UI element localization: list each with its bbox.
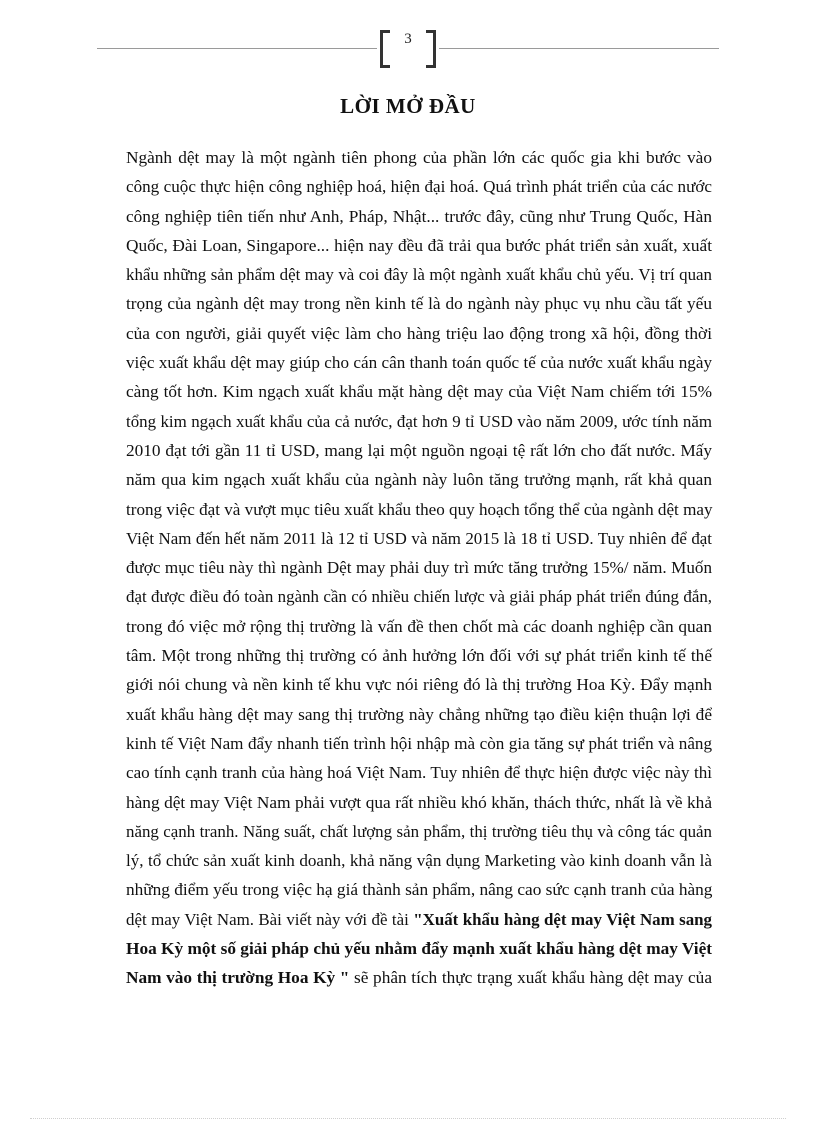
paragraph-line: năm qua kim ngạch xuất khẩu của ngành này luôn tăng trưởng mạnh, rất khả quan [126, 470, 712, 490]
paragraph-line: việc xuất khẩu dệt may giúp cho cán cân thanh toán quốc tế của nước xuất khẩu ngày [126, 353, 712, 373]
paragraph-line: Việt Nam đến hết năm 2011 là 12 tỉ USD và năm 2015 là 18 tỉ USD. Tuy nhiên để đạt [126, 528, 712, 548]
paragraph-line: xuất khẩu hàng dệt may sang thị trường này chẳng những tạo điều kiện thuận lợi để [126, 704, 712, 724]
paragraph-line: tâm. Một trong những thị trường có ảnh hưởng lớn đối với sự phát triển kinh tế thế [126, 646, 712, 666]
paragraph-line: trọng của ngành dệt may trong nền kinh tế là do ngành này phục vụ nhu cầu tất yếu [126, 294, 712, 314]
paragraph-line: những điểm yếu trong việc hạ giá thành sản phẩm, nâng cao sức cạnh tranh của hàng [126, 880, 713, 900]
paragraph-line: tổng kim ngạch xuất khẩu của cả nước, đạt hơn 9 tỉ USD vào năm 2009, ước tính năm [126, 411, 712, 431]
page-header [97, 30, 719, 70]
paragraph-line [126, 934, 712, 963]
page-bottom-rule [30, 1118, 786, 1119]
paragraph-line: càng tốt hơn. Kim ngạch xuất khẩu mặt hàng dệt may của Việt Nam chiếm tới 15% [126, 382, 712, 402]
paragraph-line: Quốc, Đài Loan, Singapore... hiện nay đều đã trải qua bước phát triển sản xuất, xuất [126, 235, 712, 255]
header-rule-left [97, 48, 377, 49]
paragraph-line: khẩu những sản phẩm dệt may và coi đây là một ngành xuất khẩu chủ yếu. Vị trí quan [126, 265, 712, 285]
line-text: sẽ phân tích thực trạng xuất khẩu hàng dệt may của [349, 968, 712, 988]
paragraph-line: cao tính cạnh tranh của hàng hoá Việt Nam. Tuy nhiên để thực hiện được việc này thì [126, 763, 712, 783]
paragraph-line [126, 963, 712, 992]
paragraph-line: hàng dệt may Việt Nam phải vượt qua rất nhiều khó khăn, thách thức, nhất là về khả [126, 792, 712, 812]
paragraph-line: công cuộc thực hiện công nghiệp hoá, hiện đại hoá. Quá trình phát triển của các nước [126, 177, 712, 197]
header-rule-right [439, 48, 719, 49]
paragraph-line: của con người, giải quyết việc làm cho hàng triệu lao động trong xã hội, đồng thời [126, 323, 712, 343]
topic-title-bold: Hoa Kỳ một số giải pháp chủ yếu nhằm đẩy mạnh xuất khẩu hàng dệt may Việt [126, 939, 712, 959]
paragraph-line: đạt được điều đó toàn ngành cần có nhiều chiến lược và giải pháp phát triển đúng đắn, [126, 587, 712, 607]
paragraph-line: lý, tổ chức sản xuất kinh doanh, khả năng vận dụng Marketing vào kinh doanh vẫn là [126, 851, 712, 871]
paragraph-line: 2010 đạt tới gần 11 tỉ USD, mang lại một nguồn ngoại tệ rất lớn cho đất nước. Mấy [126, 440, 712, 460]
page-title: LỜI MỞ ĐẦU [340, 94, 476, 118]
paragraph-line: công nghiệp tiên tiến như Anh, Pháp, Nhật... trước đây, cũng như Trung Quốc, Hàn [126, 206, 712, 226]
paragraph-line: trong đó việc mở rộng thị trường là vấn đề then chốt mà các doanh nghiệp cần quan [126, 616, 712, 636]
paragraph-line: trong việc đạt và vượt mục tiêu xuất khẩu theo quy hoạch tổng thể của ngành dệt may [126, 499, 713, 519]
body-paragraph [126, 143, 712, 993]
line-text: dệt may Việt Nam. Bài viết này với đề tài [126, 909, 414, 929]
topic-title-bold: Nam vào thị trường Hoa Kỳ " [126, 968, 350, 988]
header-bracket-left [380, 30, 390, 68]
header-bracket-right [426, 30, 436, 68]
paragraph-line: giới nói chung và nền kinh tế khu vực nói riêng đó là thị trường Hoa Kỳ. Đẩy mạnh [126, 675, 712, 695]
topic-title-bold: "Xuất khẩu hàng dệt may Việt Nam sang [413, 909, 712, 929]
paragraph-line [126, 905, 712, 934]
paragraph-line: kinh tế Việt Nam đẩy nhanh tiến trình hội nhập mà còn gia tăng sự phát triển và nâng [126, 733, 712, 753]
paragraph-line: năng cạnh tranh. Năng suất, chất lượng sản phẩm, thị trường tiêu thụ và công tác quản [126, 821, 712, 841]
page-number: 3 [404, 31, 412, 47]
paragraph-line: Ngành dệt may là một ngành tiên phong của phần lớn các quốc gia khi bước vào [126, 148, 712, 167]
paragraph-line: được mục tiêu này thì ngành Dệt may phải duy trì mức tăng trưởng 15%/ năm. Muốn [126, 558, 712, 578]
